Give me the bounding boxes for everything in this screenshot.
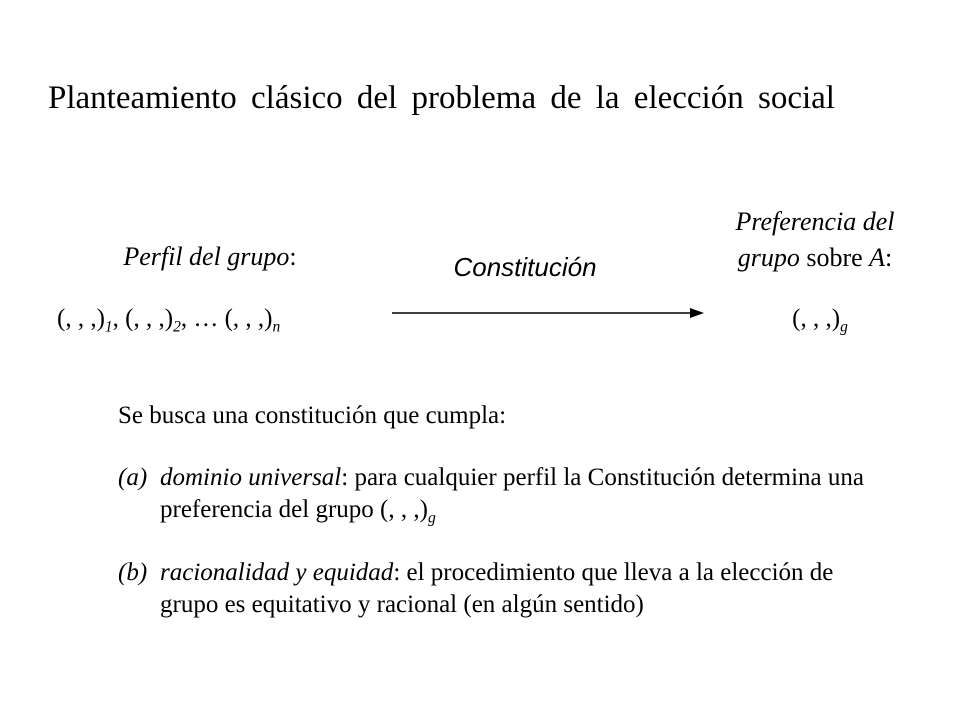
arrow-head	[690, 308, 704, 318]
requirements-intro: Se busca una constitución que cumpla:	[118, 402, 507, 429]
slide-title: Planteamiento clásico del problema de la elección social	[48, 80, 835, 116]
group-profile-tuples: (, , $,)_1$, (, , $,)_2$, … (, , $,)_n$	[57, 305, 281, 336]
constitution-label: Constitución	[453, 252, 597, 282]
mapping-arrow	[392, 305, 712, 321]
requirement-item-b: (b) racionalidad y equidad: el procedimiento que lleva a la elección de grupo es equitativo y racional (en algún sentido)	[118, 559, 834, 618]
requirement-item-a: (a) dominio universal: para cualquier perfil la Constitución determina una preferencia del grupo (, , $,)_g$	[118, 464, 864, 527]
requirement-marker: (a)	[118, 464, 148, 491]
requirement-term: dominio universal	[160, 464, 342, 491]
group-preference-tuple: (, , $,)_g$	[792, 305, 848, 336]
group-preference-label: Preferencia del grupo sobre A:	[735, 207, 895, 272]
group-profile-label: Perfil del grupo:	[123, 242, 297, 271]
requirement-term: racionalidad y equidad	[160, 559, 394, 586]
requirement-marker: (b)	[118, 559, 148, 586]
